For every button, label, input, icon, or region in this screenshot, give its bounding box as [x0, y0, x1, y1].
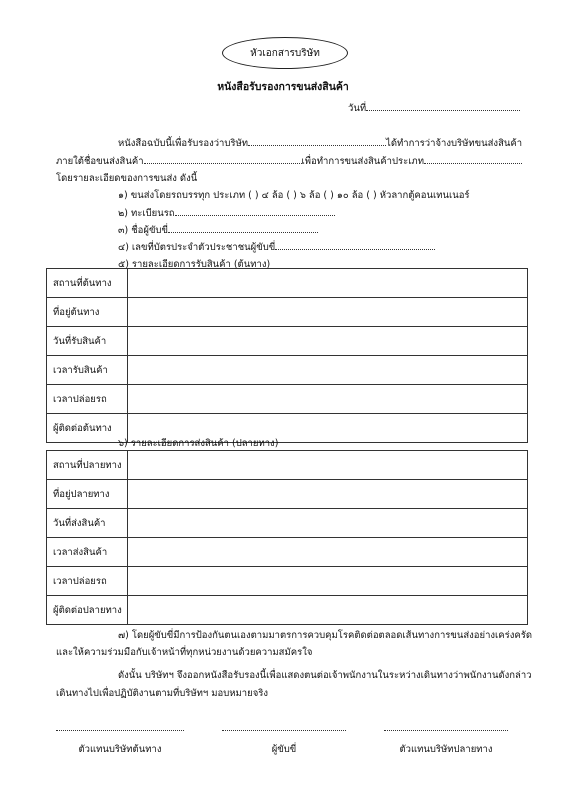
row-value-cell[interactable]	[128, 327, 528, 356]
company-name-field[interactable]	[248, 136, 386, 146]
signature-label-origin: ตัวแทนบริษัทต้นทาง	[78, 744, 162, 755]
table-row	[47, 509, 528, 538]
signature-line-destination[interactable]	[384, 729, 508, 731]
date-field[interactable]	[366, 101, 520, 111]
row-value-cell[interactable]	[128, 356, 528, 385]
item-3-label: ๓) ชื่อผู้ขับขี่	[118, 225, 168, 236]
signature-label-driver: ผู้ขับขี่	[271, 744, 297, 755]
date-label: วันที่	[348, 103, 367, 114]
row-value-cell[interactable]	[128, 298, 528, 327]
item-1-truck-type: ๑) ขนส่งโดยรถบรรทุก ประเภท ( ) ๔ ล้อ ( ) ๖ ล้อ ( ) ๑๐ ล้อ ( ) หัวลากตู้คอนเทนเนอร์	[118, 190, 470, 201]
row-value-cell[interactable]	[128, 567, 528, 596]
table-row	[47, 567, 528, 596]
item-2-line	[118, 206, 335, 221]
row-value-cell[interactable]	[128, 509, 528, 538]
driver-name-field[interactable]	[168, 223, 318, 233]
row-label: เวลาส่งสินค้า	[47, 538, 128, 567]
intro-line-3: โดยรายละเอียดของการขนส่ง ดังนี้	[56, 173, 198, 184]
letterhead-text: หัวเอกสารบริษัท	[250, 47, 320, 59]
intro-line-1	[118, 136, 522, 151]
closing-p8-line1: ดังนั้น บริษัทฯ จึงออกหนังสือรับรองนี้เพื่อแสดงตนต่อเจ้าพนักงานในระหว่างเดินทางว่าพนักงานดังกล่าว	[118, 670, 532, 681]
row-value-cell[interactable]	[128, 385, 528, 414]
plate-number-field[interactable]	[175, 206, 335, 216]
intro-line2-b: เพื่อทำการขนส่งสินค้าประเภท	[301, 156, 424, 167]
table-row	[47, 298, 528, 327]
item-4-label: ๔) เลขที่บัตรประจำตัวประชาชนผู้ขับขี่	[118, 242, 276, 253]
table-row	[47, 480, 528, 509]
item-2-label: ๒) ทะเบียนรถ	[118, 208, 175, 219]
date-line	[348, 101, 520, 116]
intro-line2-a: ภายใต้ชื่อขนส่งสินค้า	[56, 156, 144, 167]
row-label: สถานที่ต้นทาง	[47, 269, 128, 298]
destination-table	[46, 450, 528, 625]
row-label: วันที่ส่งสินค้า	[47, 509, 128, 538]
closing-p7-line1: ๗) โดยผู้ขับขี่มีการป้องกันตนเองตามมาตรการควบคุมโรคติดต่อตลอดเส้นทางการขนส่งอย่างเคร่งครัด	[118, 630, 533, 641]
row-label: เวลารับสินค้า	[47, 356, 128, 385]
item-3-line	[118, 223, 318, 238]
row-label: ที่อยู่ปลายทาง	[47, 480, 128, 509]
origin-table	[46, 268, 528, 443]
carrier-name-field[interactable]	[144, 154, 302, 164]
table-row	[47, 269, 528, 298]
table-row	[47, 538, 528, 567]
row-value-cell[interactable]	[128, 596, 528, 625]
table-row	[47, 327, 528, 356]
table-row	[47, 385, 528, 414]
row-label: ผู้ติดต่อต้นทาง	[47, 414, 128, 443]
row-label: เวลาปล่อยรถ	[47, 567, 128, 596]
signature-label-destination: ตัวแทนบริษัทปลายทาง	[399, 744, 493, 755]
row-label: สถานที่ปลายทาง	[47, 451, 128, 480]
item-5-heading: ๕) รายละเอียดการรับสินค้า (ต้นทาง)	[118, 259, 271, 270]
row-value-cell[interactable]	[128, 538, 528, 567]
row-label: วันที่รับสินค้า	[47, 327, 128, 356]
intro-line-2	[56, 154, 522, 169]
table-row	[47, 596, 528, 625]
letterhead-oval	[222, 37, 348, 69]
table-row	[47, 451, 528, 480]
goods-type-field[interactable]	[424, 154, 522, 164]
closing-p7-line2: และให้ความร่วมมือกับเจ้าหน้าที่ทุกหน่วยงานด้วยความสมัครใจ	[56, 647, 313, 658]
item-6-heading: ๖) รายละเอียดการส่งสินค้า (ปลายทาง)	[118, 438, 279, 449]
row-value-cell[interactable]	[128, 269, 528, 298]
row-value-cell[interactable]	[128, 480, 528, 509]
closing-p8-line2: เดินทางไปเพื่อปฏิบัติงานตามที่บริษัทฯ มอบหมายจริง	[56, 688, 269, 699]
row-label: ผู้ติดต่อปลายทาง	[47, 596, 128, 625]
row-label: เวลาปล่อยรถ	[47, 385, 128, 414]
intro-line1-a: หนังสือฉบับนี้เพื่อรับรองว่าบริษัท	[118, 138, 249, 149]
table-row	[47, 356, 528, 385]
document-title: หนังสือรับรองการขนส่งสินค้า	[217, 81, 349, 93]
row-label: ที่อยู่ต้นทาง	[47, 298, 128, 327]
intro-line1-b: ได้ทำการว่าจ้างบริษัทขนส่งสินค้า	[386, 138, 523, 149]
item-4-line	[118, 240, 435, 255]
row-value-cell[interactable]	[128, 451, 528, 480]
id-card-field[interactable]	[275, 240, 435, 250]
signature-line-origin[interactable]	[56, 729, 184, 731]
signature-line-driver[interactable]	[222, 729, 346, 731]
